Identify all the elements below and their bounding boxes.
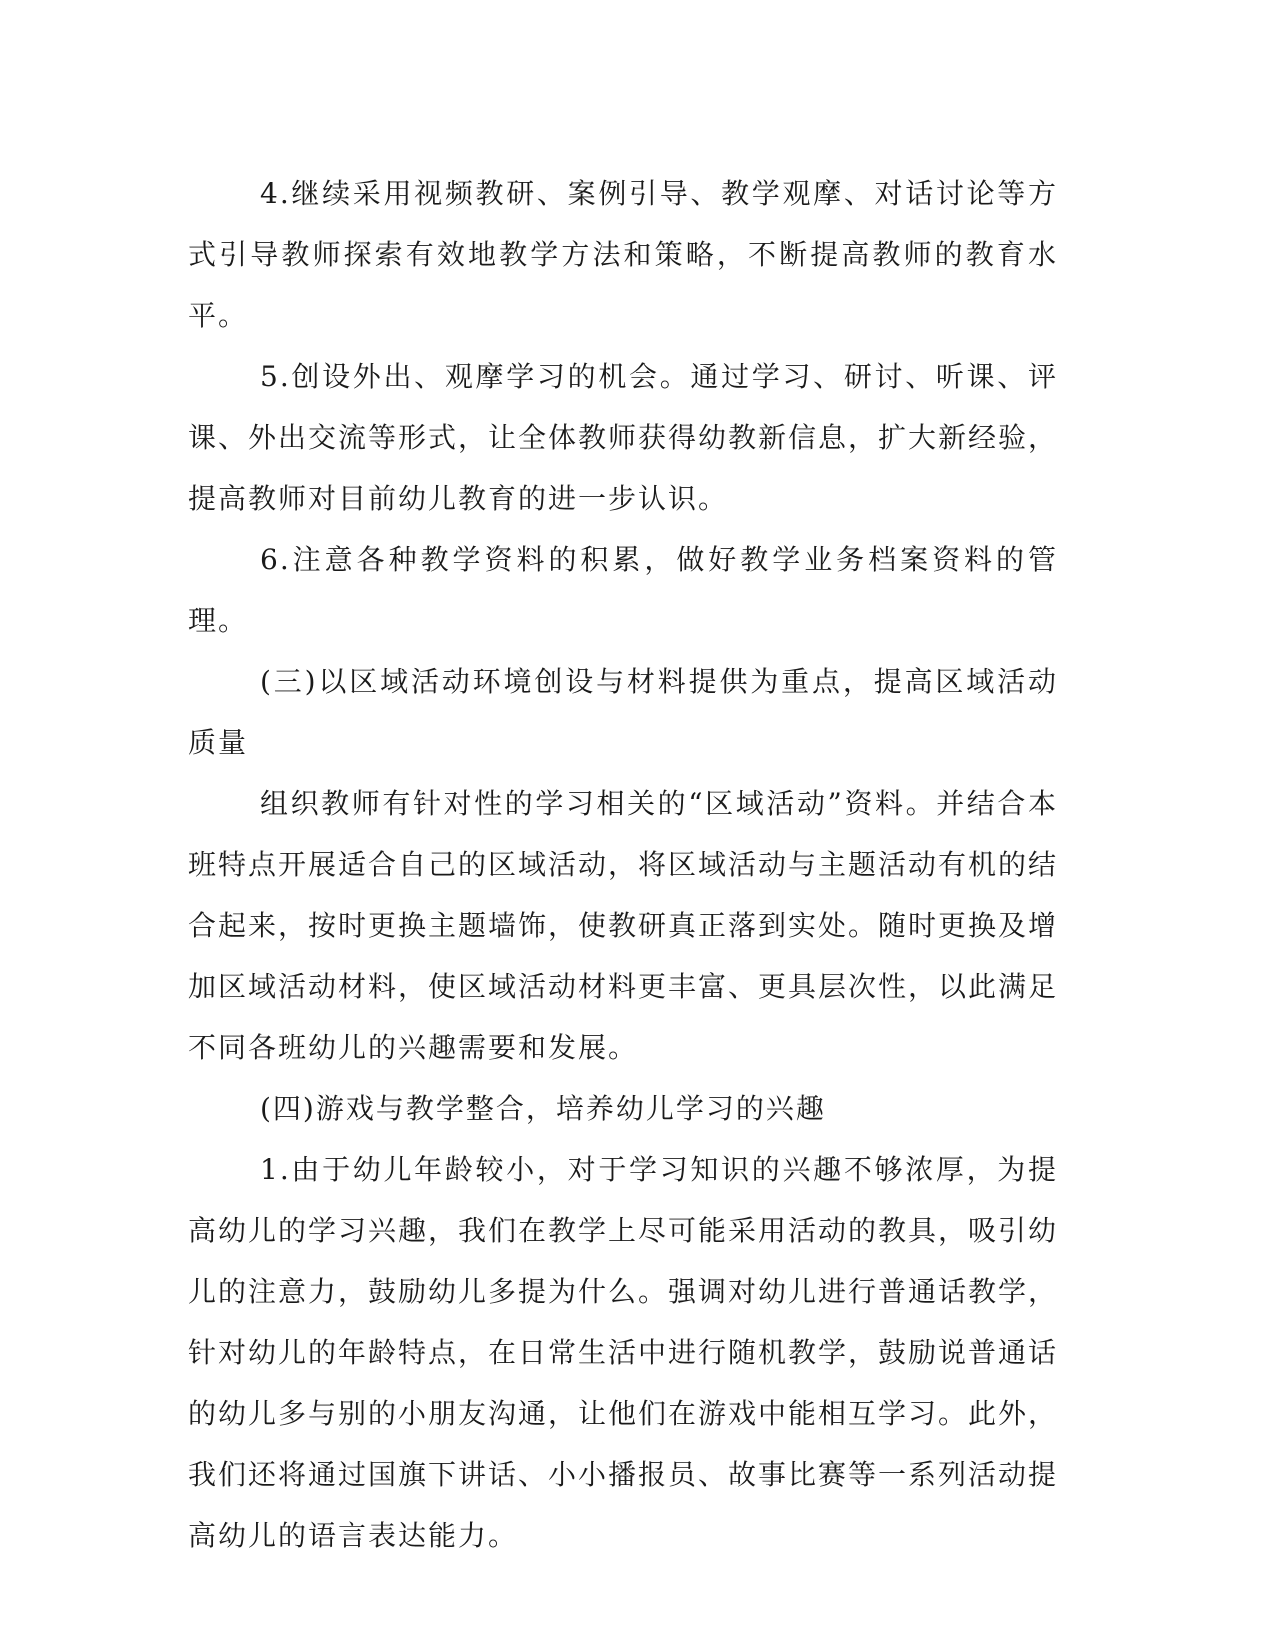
section-heading-3: (三)以区域活动环境创设与材料提供为重点，提高区域活动质量	[188, 665, 1058, 759]
paragraph-item-5: 5.创设外出、观摩学习的机会。通过学习、研讨、听课、评课、外出交流等形式，让全体教师获得幼教新信息，扩大新经验，提高教师对目前幼儿教育的进一步认识。	[188, 360, 1059, 515]
paragraph-item-6: 6.注意各种教学资料的积累，做好教学业务档案资料的管理。	[188, 543, 1058, 637]
section-heading-4: (四)游戏与教学整合，培养幼儿学习的兴趣	[260, 1092, 826, 1125]
paragraph-item-4: 4.继续采用视频教研、案例引导、教学观摩、对话讨论等方式引导教师探索有效地教学方法和策略，不断提高教师的教育水平。	[188, 177, 1058, 332]
paragraph-region-activities: 组织教师有针对性的学习相关的“区域活动”资料。并结合本班特点开展适合自己的区域活动，将区域活动与主题活动有机的结合起来，按时更换主题墙饰，使教研真正落到实处。随时更换及增加区域活动材料，使区域活动材料更丰富、更具层次性，以此满足不同各班幼儿的兴趣需要和发展。	[188, 787, 1059, 1064]
document-body	[188, 163, 1058, 1566]
paragraph-item-1: 1.由于幼儿年龄较小，对于学习知识的兴趣不够浓厚，为提高幼儿的学习兴趣，我们在教学上尽可能采用活动的教具，吸引幼儿的注意力，鼓励幼儿多提为什么。强调对幼儿进行普通话教学，针对幼儿的年龄特点，在日常生活中进行随机教学，鼓励说普通话的幼儿多与别的小朋友沟通，让他们在游戏中能相互学习。此外，我们还将通过国旗下讲话、小小播报员、故事比赛等一系列活动提高幼儿的语言表达能力。	[188, 1153, 1059, 1552]
